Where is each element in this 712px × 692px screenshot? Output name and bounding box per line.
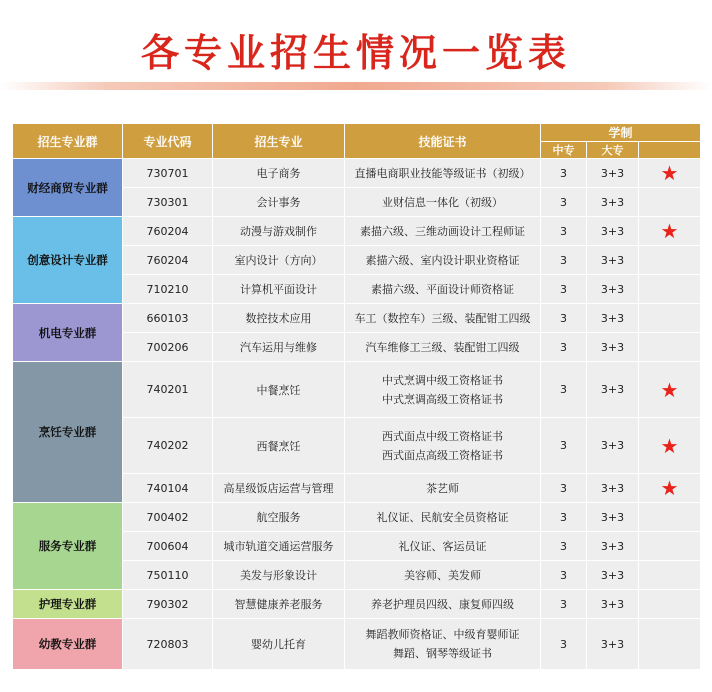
dazhuan-cell: 3+3 bbox=[587, 503, 639, 532]
dazhuan-cell: 3+3 bbox=[587, 619, 639, 670]
major-cell: 城市轨道交通运营服务 bbox=[213, 532, 345, 561]
dazhuan-cell: 3+3 bbox=[587, 590, 639, 619]
header-group: 招生专业群 bbox=[13, 124, 123, 159]
dazhuan-cell: 3+3 bbox=[587, 304, 639, 333]
cert-cell bbox=[345, 474, 541, 503]
cert-cell bbox=[345, 590, 541, 619]
star-cell bbox=[639, 159, 701, 188]
code-cell: 790302 bbox=[123, 590, 213, 619]
major-cell: 汽车运用与维修 bbox=[213, 333, 345, 362]
header-dazhuan: 大专 bbox=[587, 142, 639, 159]
table-row bbox=[13, 362, 701, 418]
star-cell bbox=[639, 333, 701, 362]
code-cell: 710210 bbox=[123, 275, 213, 304]
cert-cell bbox=[345, 561, 541, 590]
cert-line: 素描六级、平面设计师资格证 bbox=[371, 282, 514, 296]
title-underline bbox=[0, 82, 712, 90]
star-cell bbox=[639, 246, 701, 275]
dazhuan-cell: 3+3 bbox=[587, 275, 639, 304]
major-cell: 婴幼儿托育 bbox=[213, 619, 345, 670]
major-cell: 计算机平面设计 bbox=[213, 275, 345, 304]
dazhuan-cell: 3+3 bbox=[587, 159, 639, 188]
zhongzhuan-cell: 3 bbox=[541, 619, 587, 670]
cert-line: 中式烹调高级工资格证书 bbox=[382, 392, 503, 406]
group-cell: 机电专业群 bbox=[13, 304, 123, 362]
code-cell: 740201 bbox=[123, 362, 213, 418]
star-cell bbox=[639, 304, 701, 333]
code-cell: 740202 bbox=[123, 418, 213, 474]
code-cell: 700402 bbox=[123, 503, 213, 532]
header-cert: 技能证书 bbox=[345, 124, 541, 159]
major-cell: 航空服务 bbox=[213, 503, 345, 532]
cert-cell bbox=[345, 217, 541, 246]
major-cell: 动漫与游戏制作 bbox=[213, 217, 345, 246]
cert-cell bbox=[345, 304, 541, 333]
group-cell: 财经商贸专业群 bbox=[13, 159, 123, 217]
star-cell bbox=[639, 362, 701, 418]
group-cell: 护理专业群 bbox=[13, 590, 123, 619]
star-cell bbox=[639, 561, 701, 590]
major-cell: 会计事务 bbox=[213, 188, 345, 217]
cert-line: 业财信息一体化（初级） bbox=[382, 195, 503, 209]
cert-cell bbox=[345, 503, 541, 532]
dazhuan-cell: 3+3 bbox=[587, 561, 639, 590]
zhongzhuan-cell: 3 bbox=[541, 333, 587, 362]
zhongzhuan-cell: 3 bbox=[541, 275, 587, 304]
zhongzhuan-cell: 3 bbox=[541, 362, 587, 418]
zhongzhuan-cell: 3 bbox=[541, 532, 587, 561]
cert-line: 礼仪证、民航安全员资格证 bbox=[376, 510, 509, 524]
enrollment-table bbox=[12, 123, 701, 670]
star-icon: ★ bbox=[660, 377, 679, 402]
cert-line: 素描六级、三维动画设计工程师证 bbox=[360, 224, 525, 238]
cert-line: 茶艺师 bbox=[426, 481, 459, 495]
page-title: 各专业招生情况一览表 bbox=[140, 31, 571, 75]
zhongzhuan-cell: 3 bbox=[541, 474, 587, 503]
cert-line: 礼仪证、客运员证 bbox=[398, 539, 487, 553]
cert-cell bbox=[345, 246, 541, 275]
star-cell bbox=[639, 619, 701, 670]
cert-cell bbox=[345, 418, 541, 474]
dazhuan-cell: 3+3 bbox=[587, 217, 639, 246]
code-cell: 760204 bbox=[123, 217, 213, 246]
cert-cell bbox=[345, 532, 541, 561]
group-cell: 烹饪专业群 bbox=[13, 362, 123, 503]
cert-cell bbox=[345, 159, 541, 188]
major-cell: 智慧健康养老服务 bbox=[213, 590, 345, 619]
major-cell: 中餐烹饪 bbox=[213, 362, 345, 418]
cert-line: 车工（数控车）三级、装配钳工四级 bbox=[354, 311, 531, 325]
zhongzhuan-cell: 3 bbox=[541, 503, 587, 532]
header-star-column bbox=[639, 142, 701, 159]
code-cell: 700206 bbox=[123, 333, 213, 362]
zhongzhuan-cell: 3 bbox=[541, 590, 587, 619]
code-cell: 720803 bbox=[123, 619, 213, 670]
code-cell: 660103 bbox=[123, 304, 213, 333]
star-icon: ★ bbox=[660, 476, 679, 500]
group-cell: 服务专业群 bbox=[13, 503, 123, 590]
major-cell: 高星级饭店运营与管理 bbox=[213, 474, 345, 503]
cert-line: 汽车维修工三级、装配钳工四级 bbox=[365, 340, 520, 354]
major-cell: 室内设计（方向） bbox=[213, 246, 345, 275]
zhongzhuan-cell: 3 bbox=[541, 246, 587, 275]
cert-line: 西式面点中级工资格证书 bbox=[382, 429, 503, 443]
cert-line: 养老护理员四级、康复师四级 bbox=[371, 597, 514, 611]
code-cell: 760204 bbox=[123, 246, 213, 275]
dazhuan-cell: 3+3 bbox=[587, 532, 639, 561]
star-cell bbox=[639, 503, 701, 532]
cert-cell bbox=[345, 619, 541, 670]
table-row bbox=[13, 217, 701, 246]
major-cell: 电子商务 bbox=[213, 159, 345, 188]
star-cell bbox=[639, 418, 701, 474]
code-cell: 730701 bbox=[123, 159, 213, 188]
star-cell bbox=[639, 188, 701, 217]
code-cell: 730301 bbox=[123, 188, 213, 217]
cert-line: 舞蹈教师资格证、中级育婴师证 bbox=[365, 628, 520, 641]
star-cell bbox=[639, 590, 701, 619]
dazhuan-cell: 3+3 bbox=[587, 474, 639, 503]
cert-line: 舞蹈、钢琴等级证书 bbox=[393, 647, 492, 660]
zhongzhuan-cell: 3 bbox=[541, 159, 587, 188]
table-row bbox=[13, 304, 701, 333]
star-icon: ★ bbox=[660, 161, 679, 185]
header-zhongzhuan: 中专 bbox=[541, 142, 587, 159]
group-cell: 幼教专业群 bbox=[13, 619, 123, 670]
zhongzhuan-cell: 3 bbox=[541, 561, 587, 590]
zhongzhuan-cell: 3 bbox=[541, 418, 587, 474]
table-row bbox=[13, 590, 701, 619]
dazhuan-cell: 3+3 bbox=[587, 362, 639, 418]
star-icon: ★ bbox=[660, 219, 679, 243]
cert-line: 素描六级、室内设计职业资格证 bbox=[365, 253, 520, 267]
table-row bbox=[13, 619, 701, 670]
cert-cell bbox=[345, 333, 541, 362]
zhongzhuan-cell: 3 bbox=[541, 188, 587, 217]
star-icon: ★ bbox=[660, 433, 679, 458]
zhongzhuan-cell: 3 bbox=[541, 304, 587, 333]
table-row bbox=[13, 503, 701, 532]
star-cell bbox=[639, 532, 701, 561]
major-cell: 美发与形象设计 bbox=[213, 561, 345, 590]
cert-cell bbox=[345, 188, 541, 217]
cert-line: 直播电商职业技能等级证书（初级） bbox=[354, 166, 531, 180]
star-cell bbox=[639, 217, 701, 246]
cert-cell bbox=[345, 275, 541, 304]
header-code: 专业代码 bbox=[123, 124, 213, 159]
major-cell: 西餐烹饪 bbox=[213, 418, 345, 474]
cert-cell bbox=[345, 362, 541, 418]
dazhuan-cell: 3+3 bbox=[587, 246, 639, 275]
star-cell bbox=[639, 474, 701, 503]
cert-line: 美容师、美发师 bbox=[404, 568, 481, 582]
code-cell: 700604 bbox=[123, 532, 213, 561]
header-major: 招生专业 bbox=[213, 124, 345, 159]
star-cell bbox=[639, 275, 701, 304]
dazhuan-cell: 3+3 bbox=[587, 333, 639, 362]
header-duration: 学制 bbox=[541, 124, 701, 142]
zhongzhuan-cell: 3 bbox=[541, 217, 587, 246]
table-row bbox=[13, 159, 701, 188]
code-cell: 740104 bbox=[123, 474, 213, 503]
group-cell: 创意设计专业群 bbox=[13, 217, 123, 304]
dazhuan-cell: 3+3 bbox=[587, 188, 639, 217]
major-cell: 数控技术应用 bbox=[213, 304, 345, 333]
code-cell: 750110 bbox=[123, 561, 213, 590]
cert-line: 西式面点高级工资格证书 bbox=[382, 448, 503, 462]
cert-line: 中式烹调中级工资格证书 bbox=[382, 373, 503, 387]
dazhuan-cell: 3+3 bbox=[587, 418, 639, 474]
